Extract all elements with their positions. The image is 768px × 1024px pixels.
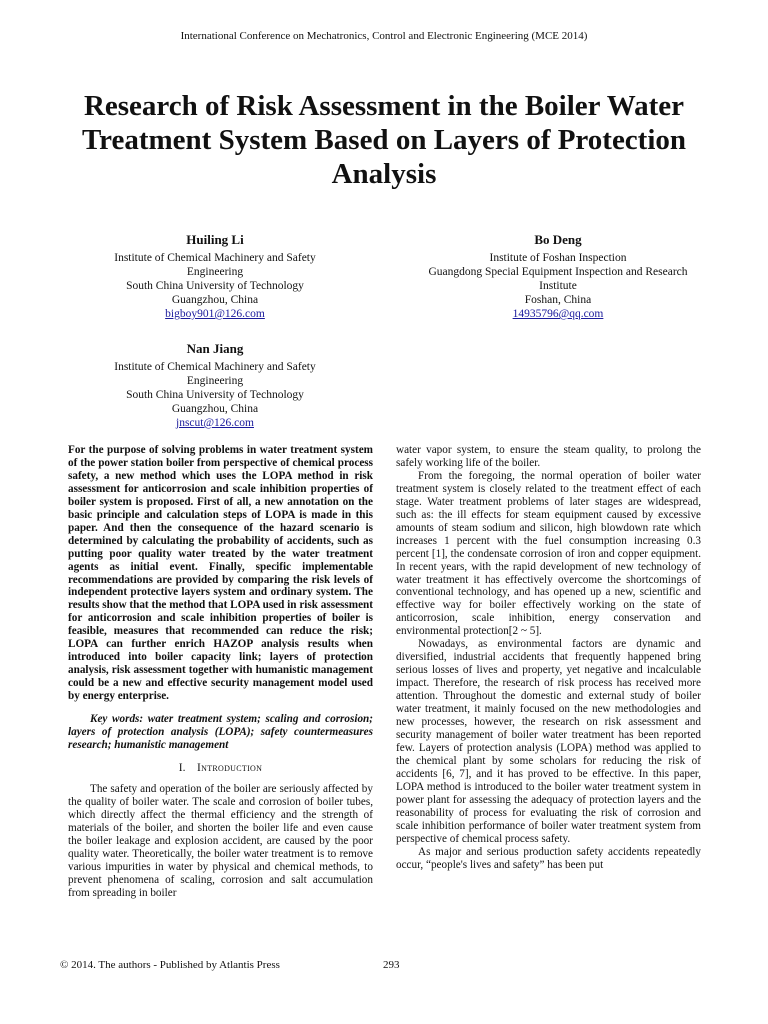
- body-paragraph: As major and serious production safety accidents repeatedly occur, “people's lives and safety” has been put: [396, 845, 701, 871]
- author-name: Nan Jiang: [186, 341, 244, 356]
- author-name: Bo Deng: [534, 232, 582, 247]
- author-university: South China University of Technology: [126, 280, 304, 292]
- author-block-1: [90, 233, 340, 321]
- author-location: Guangzhou, China: [171, 294, 259, 306]
- author-block-3: [90, 342, 340, 430]
- paper-title: Research of Risk Assessment in the Boiler Water Treatment System Based on Layers of Protection Analysis: [81, 90, 687, 190]
- author-affiliation: Engineering: [186, 375, 244, 387]
- author-institute: Institute: [539, 280, 577, 292]
- body-paragraph: From the foregoing, the normal operation of boiler water treatment system is closely related to the treatment effect of each stage. Water treatment problems of later stages are widespread, such as: the ill effects for steam equipment caused by excessive amounts of steam sodium and silicon, high blowdown rate which increases 1 percent with the fuel consumption increasing 0.3 percent [1], the condensate corrosion of iron and copper equipment. In recent years, with the rapid development of new technology of water treatment it has effectively overcome the shortcomings of conventional technology, and has opened up a new, scientific and effective way for boiler effectively working on the state of anticorrosion, scale inhibition, energy conservation and environmental protection[2 ~ 5].: [396, 469, 701, 638]
- author-affiliation: Guangdong Special Equipment Inspection and Research: [428, 266, 688, 278]
- section-heading: [68, 762, 373, 775]
- keywords: Key words: water treatment system; scaling and corrosion; layers of protection analysis (LOPA); safety countermeasures research; humanistic management: [68, 713, 373, 751]
- author-location: Guangzhou, China: [171, 403, 259, 415]
- left-column: [68, 444, 373, 899]
- right-column: [396, 444, 701, 871]
- conference-header: International Conference on Mechatronics, Control and Electronic Engineering (MCE 2014): [180, 30, 588, 42]
- abstract: For the purpose of solving problems in water treatment system of the power station boiler from perspective of chemical process safety, a new method which uses the LOPA method in risk assessment for anticorrosion and scale inhibition properties of boiler system is proposed. First of all, a new annotation on the basic principle and calculation steps of LOPA is made in this paper. And then the consequence of the hazard scenario is determined by calculating the probability of accidents, such as putting poor quality water treated by the water treatment agents as initial event. Finally, specific implementable recommendations are provided by comparing the risk levels of independent protective layers system and ordinary system. The results show that the method that LOPA used in risk assessment for anticorrosion and scale inhibition properties of boiler is feasible, measures that recommended can reduce the risk; LOPA can further enrich HAZOP analysis results when introduced into boiler capacity link; layers of protection analysis, risk assessment together with humanistic management could be a new and effective security management model used by energy enterprise.: [68, 444, 373, 703]
- footer-copyright: © 2014. The authors - Published by Atlantis Press: [60, 959, 280, 971]
- author-affiliation: Institute of Foshan Inspection: [489, 252, 627, 264]
- body-paragraph: water vapor system, to ensure the steam quality, to prolong the safely working life of the boiler.: [396, 444, 701, 469]
- author-name: Huiling Li: [186, 232, 244, 247]
- page-number: 293: [383, 959, 400, 971]
- author-affiliation: Institute of Chemical Machinery and Safety: [114, 252, 316, 264]
- body-paragraph: Nowadays, as environmental factors are dynamic and diversified, industrial accidents that frequently happened bring serious losses of lives and property, yet negative and incalculable impact. Therefore, the research of risk process has received more attention. Throughout the domestic and external study of boiler water treatment, it mainly focused on the new methodologies and new processes, however, the research on risk assessment and security management of boiler water treatment has been reported few. Layers of protection analysis (LOPA) method was applied to the chemical plant by some scholars for reducing the risk of accidents [6, 7], and it has proved to be effective. In this paper, LOPA method is introduced to the boiler water treatment system in power plant for assessing the adequacy of protection layers and the reasonability of process for evaluating the risk of corrosion and scale inhibition performance of boiler water treatment system from perspective of chemical process safety.: [396, 638, 701, 845]
- section-title: Introduction: [197, 761, 263, 774]
- author-email-link[interactable]: jnscut@126.com: [176, 417, 254, 429]
- author-university: South China University of Technology: [126, 389, 304, 401]
- author-email-link[interactable]: bigboy901@126.com: [165, 308, 265, 320]
- intro-paragraph: The safety and operation of the boiler are seriously affected by the quality of boiler water. The scale and corrosion of boiler tubes, which directly affect the thermal efficiency and the strength of materials of the boiler, and shorten the boiler life and even cause the boiler leakage and explosion accident, are caused by the poor quality water. Theoretically, the boiler water treatment is to remove various impurities in water by physical and chemical methods, to prevent phenomena of scaling, corrosion and salt accumulation from spreading in boiler: [68, 782, 373, 899]
- author-affiliation: Institute of Chemical Machinery and Safety: [114, 361, 316, 373]
- section-number: I.: [178, 761, 186, 774]
- author-email-link[interactable]: 14935796@qq.com: [512, 308, 604, 320]
- author-affiliation: Engineering: [186, 266, 244, 278]
- author-block-2: [398, 233, 718, 321]
- author-location: Foshan, China: [524, 294, 592, 306]
